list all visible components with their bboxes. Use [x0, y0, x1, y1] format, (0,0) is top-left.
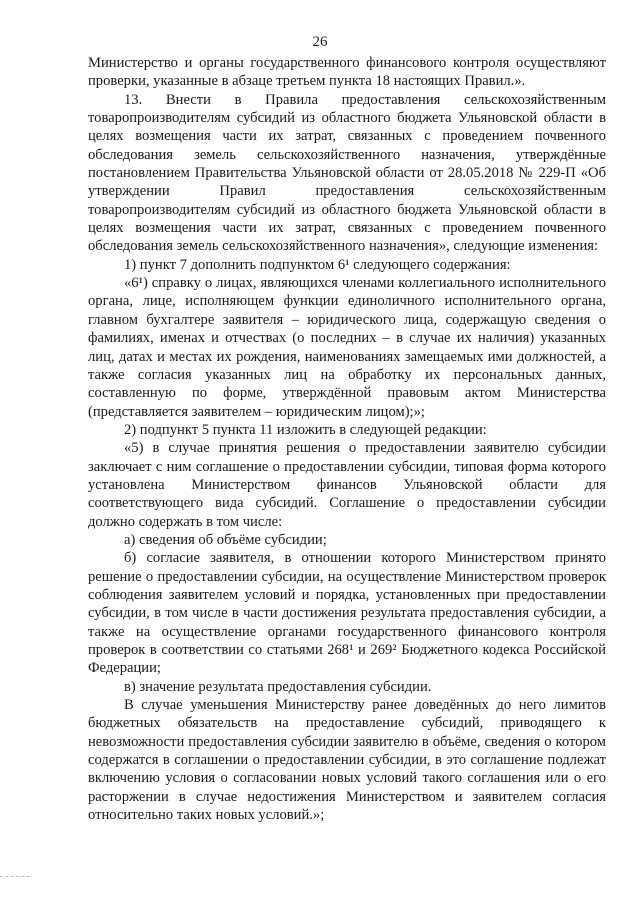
paragraph: «6¹) справку о лицах, являющихся членами коллегиального исполнительного органа, лице, исполняющем функции единоличного исполнительного органа, главном бухгалтере заявителя – юридического лица, содержащую сведения о фамилиях, именах и отчествах (о последних – в случае их наличия) указанных лиц, датах и местах их рождения, наименованиях замещаемых ими должностей, а также согласия указанных лиц на обработку их персональных данных, составленную по форме, утверждённой правовым актом Министерства (представляется заявителем – юридическим лицом);»; — [88, 275, 606, 420]
paragraph: б) согласие заявителя, в отношении которого Министерством принято решение о предоставлении субсидии, на осуществление Министерством проверок соблюдения заявителем условий и порядка, установленных при предоставлении субсидии, в том числе в части достижения результата предоставления субсидии, а также на осуществление органами государственного финансового контроля проверок в соответствии со статьями 268¹ и 269² Бюджетного кодекса Российской Федерации; — [88, 550, 606, 677]
paragraph: «5) в случае принятия решения о предоставлении заявителю субсидии заключает с ним соглашение о предоставлении субсидии, типовая форма которого установлена Министерством финансов Ульяновской области для соответствующего вида субсидий. Соглашение о предоставлении субсидии должно содержать в том числе: — [88, 440, 606, 530]
paragraph: В случае уменьшения Министерству ранее доведённых до него лимитов бюджетных обязательств на предоставление субсидий, приводящего к невозможности предоставления субсидии заявителю в объёме, сведения о котором содержатся в соглашении о предоставлении субсидии, в это соглашение подлежат включению условия о согласовании новых условий такого соглашения или о его расторжении в случае недостижения Министерством и заявителем согласия относительно таких новых условий.»; — [88, 697, 606, 824]
paragraph: в) значение результата предоставления субсидии. — [124, 678, 432, 695]
document-body — [88, 54, 606, 824]
scan-edge-mark — [0, 876, 30, 878]
paragraph: 1) пункт 7 дополнить подпунктом 6¹ следующего содержания: — [124, 256, 511, 273]
paragraph: 13. Внести в Правила предоставления сельскохозяйственным товаропроизводителям субсидий из областного бюджета Ульяновской области в целях возмещения части их затрат, связанных с проведением почвенного обследования земель сельскохозяйственного назначения, утверждённые постановлением Правительства Ульяновской области от 28.05.2018 № 229-П «Об утверждении Правил предоставления сельскохозяйственным товаропроизводителям субсидий из областного бюджета Ульяновской области в целях возмещения части их затрат, связанных с проведением почвенного обследования земель сельскохозяйственного назначения», следующие изменения: — [88, 91, 606, 255]
page-number: 26 — [312, 34, 328, 50]
paragraph: Министерство и органы государственного финансового контроля осуществляют проверки, указанные в абзаце третьем пункта 18 настоящих Правил.». — [88, 55, 606, 90]
paragraph: а) сведения об объёме субсидии; — [124, 531, 327, 548]
paragraph: 2) подпункт 5 пункта 11 изложить в следующей редакции: — [124, 421, 487, 438]
